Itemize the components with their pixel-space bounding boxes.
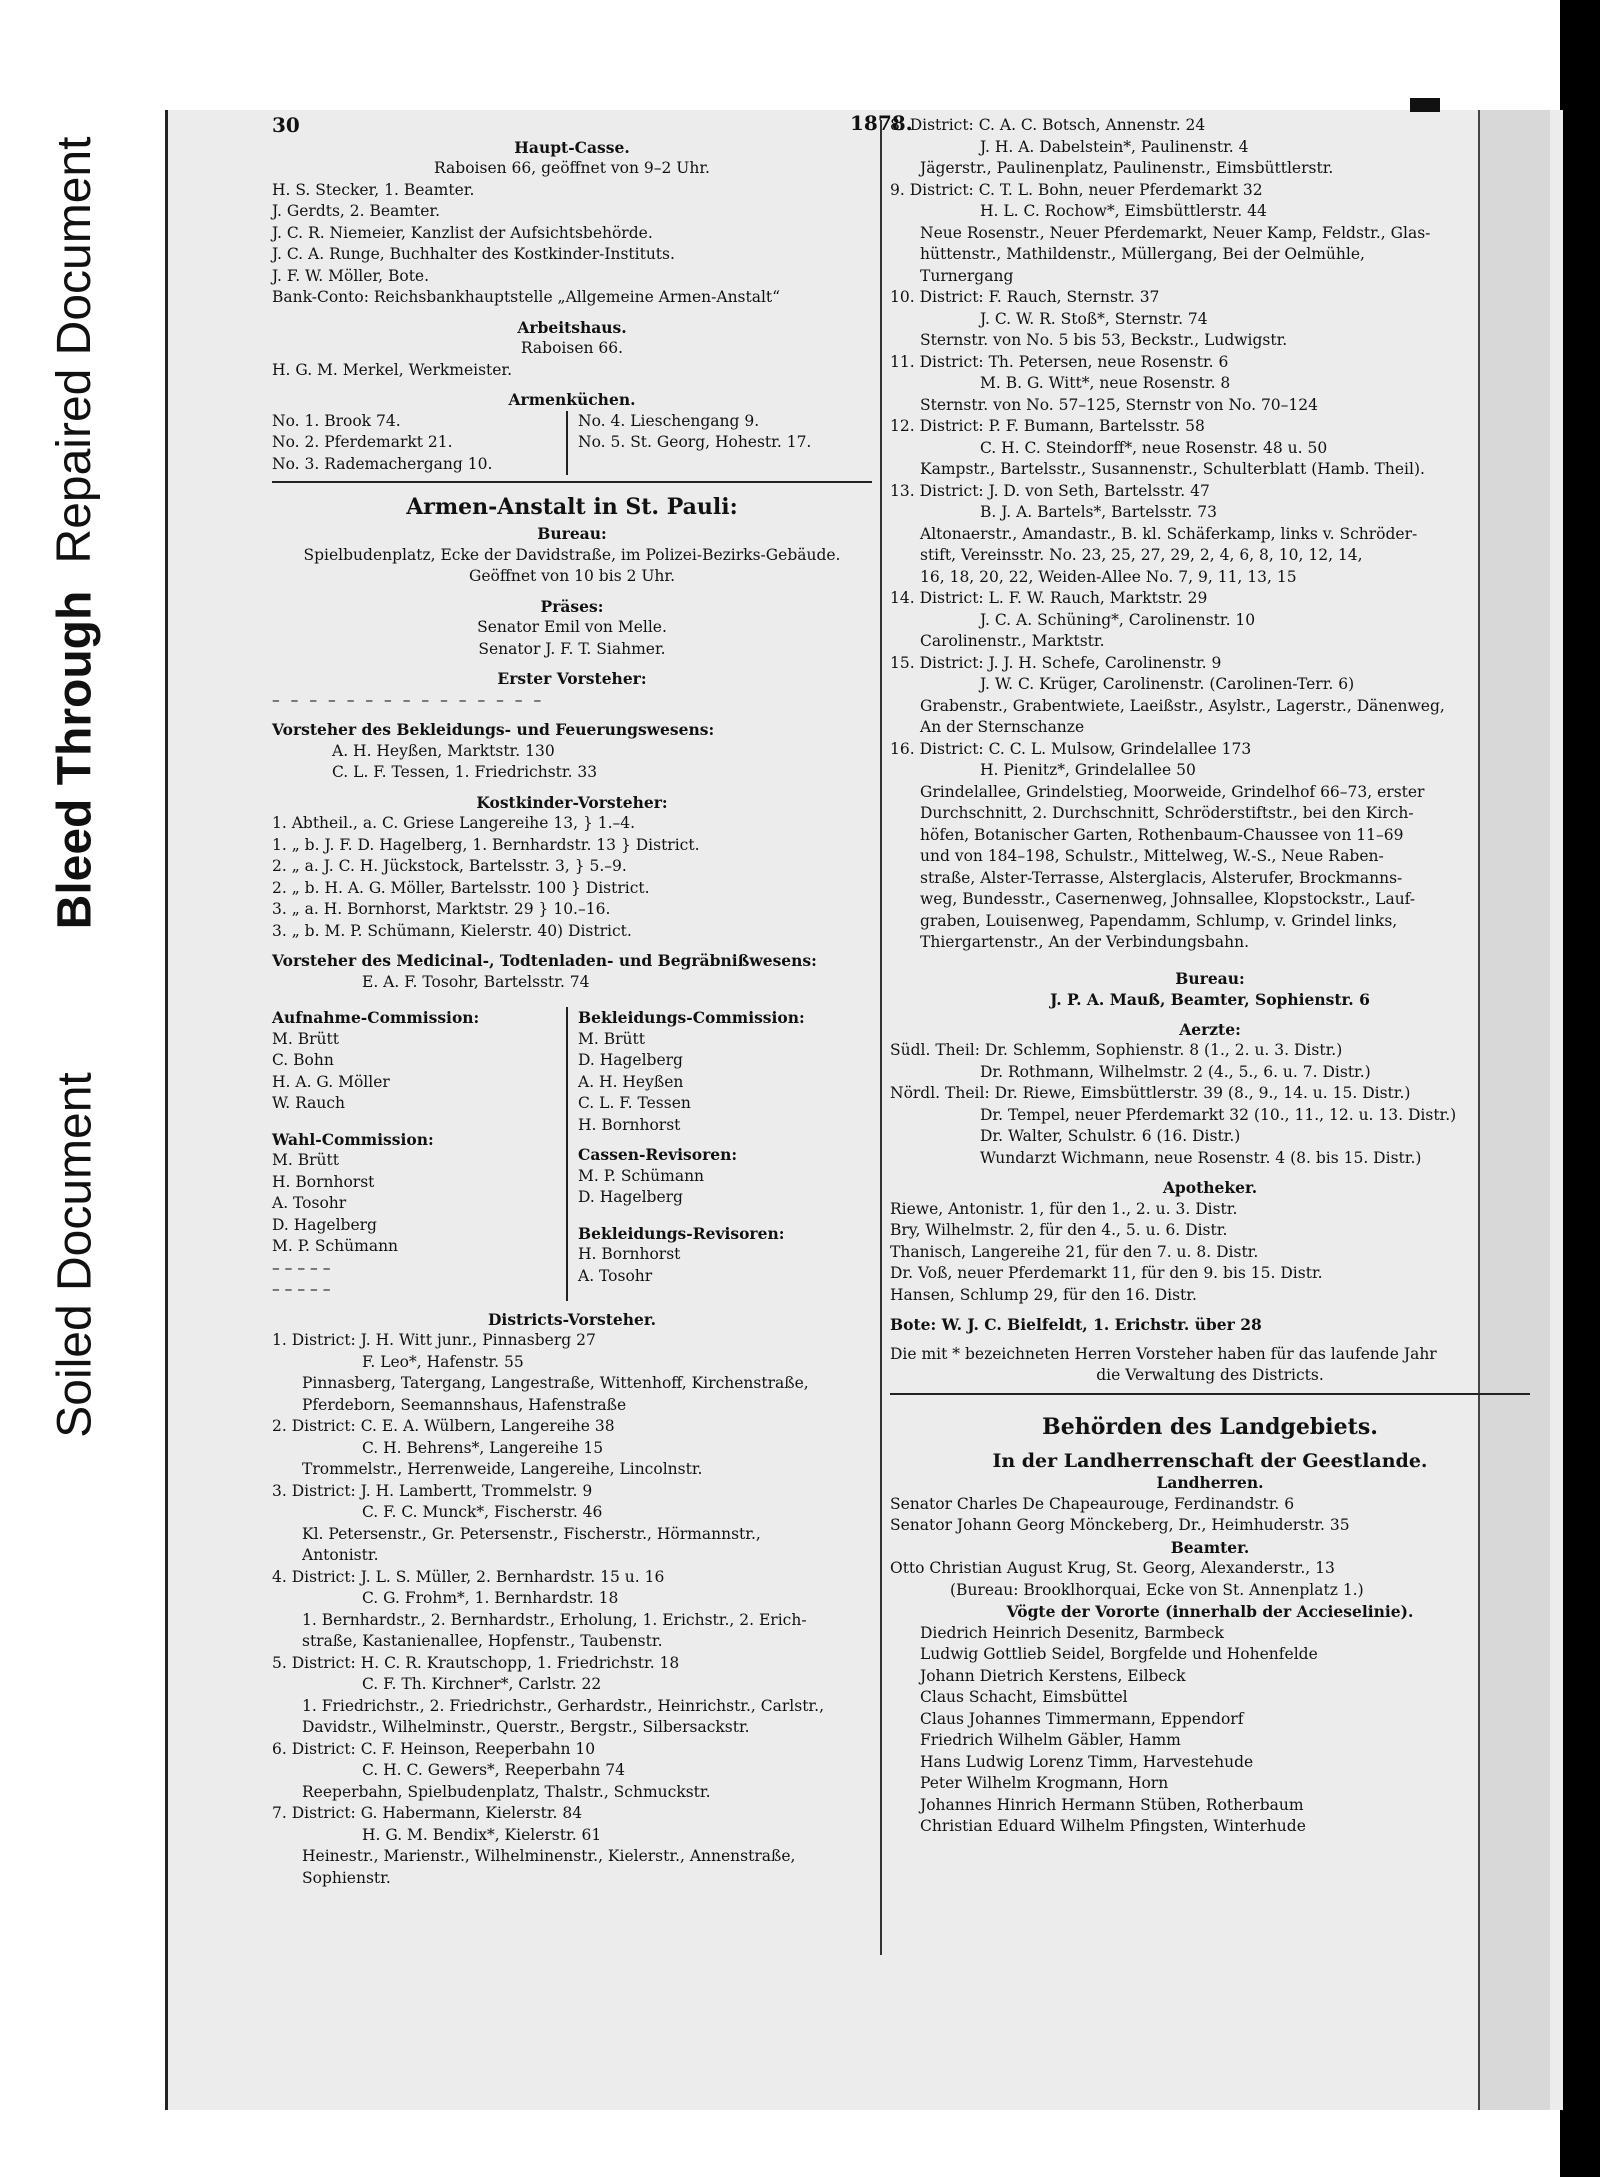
district-line: höfen, Botanischer Garten, Rothenbaum-Chaussee von 11–69 [920, 825, 1404, 844]
kitchen-item: No. 4. Lieschengang 9. [578, 411, 760, 430]
text-line: E. A. F. Tosohr, Bartelsstr. 74 [362, 972, 590, 991]
praeses-title: Präses: [540, 596, 604, 616]
district-line: und von 184–198, Schulstr., Mittelweg, W.-S., Neue Raben- [920, 847, 1384, 865]
district-line: An der Sternschanze [920, 718, 1085, 736]
district-line: C. G. Frohm*, 1. Bernhardstr. 18 [362, 1589, 619, 1607]
text-line: Senator Charles De Chapeaurouge, Ferdinandstr. 6 [890, 1494, 1295, 1513]
district-head: 2. District: C. E. A. Wülbern, Langereihe 38 [272, 1417, 615, 1435]
district-line: Neue Rosenstr., Neuer Pferdemarkt, Neuer Kamp, Feldstr., Glas- [920, 223, 1431, 242]
district-line: F. Leo*, Hafenstr. 55 [362, 1352, 524, 1371]
district-line: Davidstr., Wilhelminstr., Querstr., Bergstr., Silbersackstr. [302, 1718, 750, 1736]
text-line: C. Bohn [272, 1051, 334, 1069]
district-line: Carolinenstr., Marktstr. [920, 632, 1105, 650]
district-line: Grabenstr., Grabentwiete, Laeißstr., Asylstr., Lagerstr., Dänenweg, [920, 696, 1445, 715]
text-line: Bry, Wilhelmstr. 2, für den 4., 5. u. 6. Distr. [890, 1221, 1228, 1239]
text-line: Südl. Theil: Dr. Schlemm, Sophienstr. 8 (1., 2. u. 3. Distr.) [890, 1041, 1343, 1059]
text-line: Senator J. F. T. Siahmer. [478, 639, 666, 658]
district-line: graben, Louisenweg, Papendamm, Schlump, v. Grindel links, [920, 911, 1398, 930]
text-line: Dr. Rothmann, Wilhelmstr. 2 (4., 5., 6. u. 7. Distr.) [980, 1062, 1371, 1081]
haupt-casse-sub: Raboisen 66, geöffnet von 9–2 Uhr. [434, 159, 710, 177]
text-line: Otto Christian August Krug, St. Georg, Alexanderstr., 13 [890, 1559, 1335, 1577]
district-line: Pinnasberg, Tatergang, Langestraße, Wittenhoff, Kirchenstraße, [302, 1374, 809, 1392]
district-line: Sophienstr. [302, 1868, 391, 1887]
district-line: Kampstr., Bartelsstr., Susannenstr., Schulterblatt (Hamb. Theil). [920, 460, 1425, 478]
district-line: hüttenstr., Mathildenstr., Müllergang, Bei der Oelmühle, [920, 245, 1365, 263]
text-line: Peter Wilhelm Krogmann, Horn [920, 1774, 1169, 1792]
text-line: Die mit * bezeichneten Herren Vorsteher haben für das laufende Jahr [890, 1344, 1437, 1363]
text-line: Claus Johannes Timmermann, Eppendorf [920, 1709, 1244, 1728]
district-line: H. G. M. Bendix*, Kielerstr. 61 [362, 1825, 602, 1844]
text-line: A. H. Heyßen, Marktstr. 130 [332, 741, 555, 760]
section-rule [890, 1393, 1530, 1395]
district-head: 3. District: J. H. Lambertt, Trommelstr. 9 [272, 1481, 593, 1500]
beamter-title: Beamter. [1170, 1537, 1250, 1557]
haupt-casse-title: Haupt-Casse. [514, 137, 630, 157]
district-line: M. B. G. Witt*, neue Rosenstr. 8 [980, 374, 1231, 392]
district-line: Grindelallee, Grindelstieg, Moorweide, Grindelhof 66–73, erster [920, 782, 1425, 801]
armenkuechen-list [272, 411, 872, 476]
page-number: 30 [272, 113, 300, 137]
kitchen-item: No. 2. Pferdemarkt 21. [272, 433, 453, 451]
text-line: J. C. A. Runge, Buchhalter des Kostkinder-Instituts. [272, 245, 675, 263]
voegte-title: Vögte der Vororte (innerhalb der Accieselinie). [1006, 1602, 1414, 1621]
district-head: 14. District: L. F. W. Rauch, Marktstr. 29 [890, 589, 1208, 607]
district-line: B. J. A. Bartels*, Bartelsstr. 73 [980, 503, 1217, 521]
district-line: J. W. C. Krüger, Carolinenstr. (Carolinen-Terr. 6) [980, 675, 1355, 693]
bekl-rev-title: Bekleidungs-Revisoren: [578, 1223, 785, 1243]
bureau-title: Bureau: [1175, 968, 1245, 988]
page-header [272, 115, 872, 137]
district-head: 11. District: Th. Petersen, neue Rosenstr. 6 [890, 352, 1229, 371]
text-line: Hans Ludwig Lorenz Timm, Harvestehude [920, 1752, 1254, 1771]
arbeitshaus-title: Arbeitshaus. [517, 317, 627, 337]
label-soiled-document: Soiled Document [48, 1072, 102, 1438]
district-line: H. Pienitz*, Grindelallee 50 [980, 761, 1196, 779]
text-line: A. Tosohr [578, 1266, 653, 1285]
armenkuechen-title: Armenküchen. [508, 390, 636, 409]
text-line: Ludwig Gottlieb Seidel, Borgfelde und Hohenfelde [920, 1645, 1318, 1663]
district-head: 1. District: J. H. Witt junr., Pinnasberg 27 [272, 1331, 596, 1349]
district-line: 1. Bernhardstr., 2. Bernhardstr., Erholung, 1. Erichstr., 2. Erich- [302, 1610, 807, 1629]
text-line: A. Tosohr [272, 1194, 347, 1212]
district-head: 16. District: C. C. L. Mulsow, Grindelallee 173 [890, 739, 1252, 758]
district-head: 7. District: G. Habermann, Kielerstr. 84 [272, 1804, 583, 1822]
haupt-casse-lines [272, 180, 872, 309]
text-line: Wundarzt Wichmann, neue Rosenstr. 4 (8. bis 15. Distr.) [980, 1148, 1422, 1167]
wahl-title: Wahl-Commission: [272, 1129, 434, 1149]
text-line: H. S. Stecker, 1. Beamter. [272, 180, 475, 199]
text-line: 2. „ b. H. A. G. Möller, Bartelsstr. 100 } District. [272, 878, 650, 897]
text-line: Riewe, Antonistr. 1, für den 1., 2. u. 3. Distr. [890, 1199, 1238, 1218]
text-line: die Verwaltung des Districts. [1096, 1366, 1324, 1384]
district-line: weg, Bundesstr., Casernenweg, Johnsallee, Klopstockstr., Lauf- [920, 890, 1416, 908]
voegte-list [890, 1623, 1530, 1838]
commissions-row-1 [272, 1007, 872, 1301]
district-line: Turnergang [920, 266, 1014, 285]
text-line: – – – – – [272, 1258, 331, 1277]
text-line: J. C. R. Niemeier, Kanzlist der Aufsichtsbehörde. [272, 223, 653, 242]
side-labels [0, 0, 150, 2177]
text-line: 1. Abtheil., a. C. Griese Langereihe 13, } 1.–4. [272, 814, 636, 832]
district-line: Reeperbahn, Spielbudenplatz, Thalstr., Schmuckstr. [302, 1782, 711, 1801]
text-line: D. Hagelberg [272, 1215, 377, 1234]
district-line: C. H. Behrens*, Langereihe 15 [362, 1438, 604, 1457]
medicinal-title: Vorsteher des Medicinal-, Todtenladen- und Begräbnißwesens: [272, 951, 817, 970]
text-line: Hansen, Schlump 29, für den 16. Distr. [890, 1285, 1197, 1304]
district-line: Jägerstr., Paulinenplatz, Paulinenstr., Eimsbüttlerstr. [920, 159, 1334, 177]
kitchen-item: No. 1. Brook 74. [272, 411, 401, 430]
right-districts [890, 115, 1530, 954]
text-line: 3. „ a. H. Bornhorst, Marktstr. 29 } 10.–16. [272, 900, 611, 918]
district-line: C. H. C. Steindorff*, neue Rosenstr. 48 u. 50 [980, 438, 1328, 457]
district-line: Antonistr. [302, 1546, 379, 1564]
text-line: Senator Johann Georg Mönckeberg, Dr., Heimhuderstr. 35 [890, 1516, 1350, 1534]
district-line: Thiergartenstr., An der Verbindungsbahn. [920, 933, 1250, 951]
district-line: H. L. C. Rochow*, Eimsbüttlerstr. 44 [980, 202, 1267, 220]
text-line: Diedrich Heinrich Desenitz, Barmbeck [920, 1623, 1224, 1642]
district-line: Kl. Petersenstr., Gr. Petersenstr., Fischerstr., Hörmannstr., [302, 1524, 761, 1543]
asterisk-note [890, 1344, 1530, 1387]
right-column [850, 111, 1530, 1838]
district-head: 5. District: H. C. R. Krautschopp, 1. Friedrichstr. 18 [272, 1653, 680, 1672]
district-head: 12. District: P. F. Bumann, Bartelsstr. 58 [890, 417, 1205, 435]
text-line: D. Hagelberg [578, 1188, 683, 1206]
district-head: 9. District: C. T. L. Bohn, neuer Pferdemarkt 32 [890, 180, 1263, 199]
district-line: Heinestr., Marienstr., Wilhelminenstr., Kielerstr., Annenstraße, [302, 1847, 796, 1865]
text-line: H. Bornhorst [272, 1172, 375, 1191]
arbeitshaus-sub: Raboisen 66. [520, 339, 624, 357]
landherren-title: Landherren. [1156, 1473, 1264, 1492]
placeholder-dashes: – – – – – – – – – – – – – – – [272, 690, 545, 709]
text-line: Spielbudenplatz, Ecke der Davidstraße, im Polizei-Bezirks-Gebäude. [303, 545, 841, 564]
label-repaired-document: Repaired Document [48, 136, 101, 564]
cassen-title: Cassen-Revisoren: [578, 1145, 738, 1164]
district-line: stift, Vereinsstr. No. 23, 25, 27, 29, 2, 4, 6, 8, 10, 12, 14, [920, 546, 1363, 564]
text-line: Thanisch, Langereihe 21, für den 7. u. 8. Distr. [890, 1242, 1259, 1261]
district-line: C. F. C. Munck*, Fischerstr. 46 [362, 1503, 603, 1521]
text-line: M. P. Schümann [272, 1237, 399, 1255]
anstalt-title: Armen-Anstalt in St. Pauli: [406, 494, 738, 520]
district-head: 8. District: C. A. C. Botsch, Annenstr. 24 [890, 116, 1206, 134]
aufnahme-title: Aufnahme-Commission: [272, 1008, 480, 1027]
text-line: Senator Emil von Melle. [477, 618, 667, 636]
text-line: J. P. A. Mauß, Beamter, Sophienstr. 6 [1050, 990, 1370, 1009]
text-line: 1. „ b. J. F. D. Hagelberg, 1. Bernhardstr. 13 } District. [272, 835, 700, 854]
kitchen-item: No. 5. St. Georg, Hohestr. 17. [578, 433, 812, 451]
text-line: Bank-Conto: Reichsbankhauptstelle „Allgemeine Armen-Anstalt“ [272, 288, 781, 306]
district-head: 6. District: C. F. Heinson, Reeperbahn 10 [272, 1739, 596, 1758]
text-line: H. Bornhorst [578, 1245, 681, 1263]
district-head: 4. District: J. L. S. Müller, 2. Bernhardstr. 15 u. 16 [272, 1567, 665, 1586]
text-line: Dr. Walter, Schulstr. 6 (16. Distr.) [980, 1127, 1241, 1145]
text-line: – – – – – [272, 1280, 331, 1298]
text-line: J. Gerdts, 2. Beamter. [272, 202, 441, 220]
text-line: Claus Schacht, Eimsbüttel [920, 1688, 1128, 1706]
aerzte-title: Aerzte: [1179, 1019, 1241, 1039]
text-line: W. Rauch [272, 1094, 345, 1112]
arbeitshaus-line: H. G. M. Merkel, Werkmeister. [272, 360, 513, 379]
text-line: M. P. Schümann [578, 1166, 705, 1185]
text-line: M. Brütt [272, 1151, 339, 1169]
text-line: 2. „ a. J. C. H. Jückstock, Bartelsstr. 3, } 5.–9. [272, 857, 627, 875]
column-divider [880, 120, 882, 1955]
left-column [272, 115, 872, 1889]
district-line: C. H. C. Gewers*, Reeperbahn 74 [362, 1761, 625, 1779]
text-line: Geöffnet von 10 bis 2 Uhr. [468, 567, 676, 585]
bekleidung-title: Vorsteher des Bekleidungs- und Feuerungswesens: [272, 720, 715, 739]
bote-line: Bote: W. J. C. Bielfeldt, 1. Erichstr. über 28 [890, 1315, 1262, 1334]
district-line: Altonaerstr., Amandastr., B. kl. Schäferkamp, links v. Schröder- [920, 524, 1418, 543]
text-line: C. L. F. Tessen [578, 1094, 691, 1112]
district-line: Sternstr. von No. 5 bis 53, Beckstr., Ludwigstr. [920, 331, 1288, 349]
district-line: C. F. Th. Kirchner*, Carlstr. 22 [362, 1675, 602, 1693]
districts-title: Districts-Vorsteher. [487, 1309, 657, 1329]
label-bleed-through: Bleed Through [48, 590, 102, 930]
district-line: Pferdeborn, Seemannshaus, Hafenstraße [302, 1395, 627, 1414]
text-line: Dr. Voß, neuer Pferdemarkt 11, für den 9. bis 15. Distr. [890, 1264, 1323, 1282]
district-line: Trommelstr., Herrenweide, Langereihe, Lincolnstr. [302, 1460, 703, 1478]
section-rule [272, 481, 872, 483]
district-line: Durchschnitt, 2. Durchschnitt, Schröderstiftstr., bei den Kirch- [920, 804, 1414, 822]
text-line: J. F. W. Möller, Bote. [272, 266, 430, 285]
text-line: Friedrich Wilhelm Gäbler, Hamm [920, 1731, 1181, 1749]
district-line: straße, Kastanienallee, Hopfenstr., Taubenstr. [302, 1632, 663, 1650]
text-line: 3. „ b. M. P. Schümann, Kielerstr. 40) District. [272, 921, 632, 940]
text-line: M. Brütt [578, 1029, 645, 1048]
district-line: 16, 18, 20, 22, Weiden-Allee No. 7, 9, 11, 13, 15 [920, 567, 1297, 586]
district-head: 15. District: J. J. H. Schefe, Carolinenstr. 9 [890, 653, 1222, 672]
district-line: 1. Friedrichstr., 2. Friedrichstr., Gerhardstr., Heinrichstr., Carlstr., [302, 1696, 824, 1715]
district-line: Sternstr. von No. 57–125, Sternstr von No. 70–124 [920, 395, 1319, 414]
text-line: Johannes Hinrich Hermann Stüben, Rotherbaum [920, 1795, 1304, 1814]
text-line: (Bureau: Brooklhorquai, Ecke von St. Annenplatz 1.) [950, 1580, 1364, 1599]
text-line: Nördl. Theil: Dr. Riewe, Eimsbüttlerstr. 39 (8., 9., 14. u. 15. Distr.) [890, 1084, 1411, 1102]
text-line: A. H. Heyßen [578, 1072, 684, 1091]
district-line: J. C. A. Schüning*, Carolinenstr. 10 [980, 610, 1256, 629]
text-line: C. L. F. Tessen, 1. Friedrichstr. 33 [332, 763, 598, 781]
district-line: straße, Alster-Terrasse, Alsterglacis, Alsterufer, Brockmanns- [920, 868, 1403, 887]
scan-dark-edge [1560, 0, 1600, 2177]
kitchen-item: No. 3. Rademachergang 10. [272, 454, 493, 473]
text-line: D. Hagelberg [578, 1051, 683, 1069]
text-line: M. Brütt [272, 1029, 339, 1048]
text-line: Dr. Tempel, neuer Pferdemarkt 32 (10., 11., 12. u. 13. Distr.) [980, 1105, 1457, 1124]
district-head: 13. District: J. D. von Seth, Bartelsstr. 47 [890, 481, 1210, 500]
district-line: J. C. W. R. Stoß*, Sternstr. 74 [980, 309, 1208, 328]
year-header: 1878. [850, 111, 913, 135]
landgebiet-sub: In der Landherrenschaft der Geestlande. [992, 1449, 1428, 1472]
landgebiet-title: Behörden des Landgebiets. [1042, 1413, 1378, 1440]
bekl-comm-title: Bekleidungs-Commission: [578, 1008, 805, 1027]
left-districts [272, 1330, 872, 1889]
text-line: H. Bornhorst [578, 1115, 681, 1134]
text-line: Johann Dietrich Kerstens, Eilbeck [920, 1666, 1186, 1685]
district-line: J. H. A. Dabelstein*, Paulinenstr. 4 [980, 137, 1249, 156]
text-line: H. A. G. Möller [272, 1072, 390, 1091]
text-line: Christian Eduard Wilhelm Pfingsten, Winterhude [920, 1817, 1306, 1835]
apotheker-title: Apotheker. [1162, 1178, 1258, 1197]
kostkinder-title: Kostkinder-Vorsteher: [476, 792, 668, 812]
erster-vorsteher-title: Erster Vorsteher: [497, 669, 647, 688]
bureau-title: Bureau: [537, 524, 607, 543]
page-tab-marker [1410, 98, 1440, 112]
district-head: 10. District: F. Rauch, Sternstr. 37 [890, 288, 1160, 306]
